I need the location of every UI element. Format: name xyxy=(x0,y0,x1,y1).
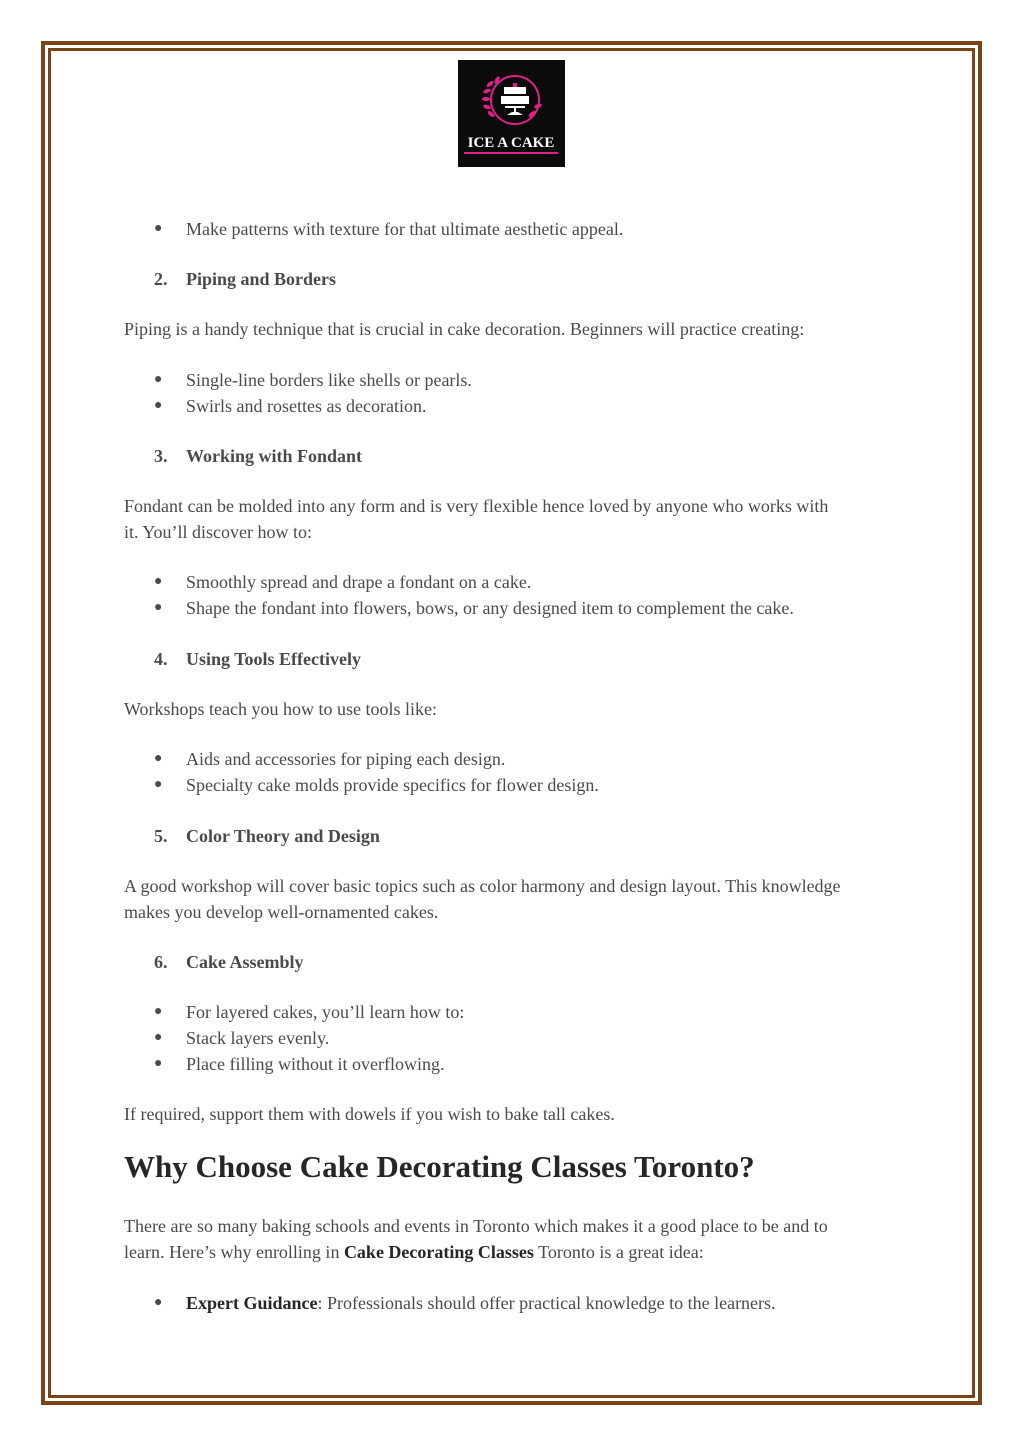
cake-logo-icon xyxy=(458,60,565,167)
section-number: 3. xyxy=(154,446,168,466)
list-item: Place filling without it overflowing. xyxy=(186,1054,445,1074)
section-number: 2. xyxy=(154,269,168,289)
bold-keyword: Cake Decorating Classes xyxy=(343,1242,534,1262)
bullet-marker: ● xyxy=(154,1295,163,1310)
list-item: Smoothly spread and drape a fondant on a cake. xyxy=(186,572,532,592)
bullet-marker: ● xyxy=(154,1004,163,1019)
bullet-marker: ● xyxy=(154,221,163,236)
section-number: 5. xyxy=(154,826,168,846)
list-item: Make patterns with texture for that ultimate aesthetic appeal. xyxy=(186,219,624,239)
paragraph: makes you develop well-ornamented cakes. xyxy=(124,902,439,922)
bullet-marker: ● xyxy=(154,1056,163,1071)
brand-logo xyxy=(458,60,565,167)
list-item: Specialty cake molds provide specifics for flower design. xyxy=(186,775,599,795)
bullet-marker: ● xyxy=(154,574,163,589)
paragraph: it. You’ll discover how to: xyxy=(124,522,313,542)
list-item: Shape the fondant into flowers, bows, or any designed item to complement the cake. xyxy=(186,598,794,618)
bullet-marker: ● xyxy=(154,777,163,792)
list-item: Aids and accessories for piping each design. xyxy=(186,749,506,769)
bullet-marker: ● xyxy=(154,600,163,615)
paragraph: Piping is a handy technique that is crucial in cake decoration. Beginners will practice creating: xyxy=(124,319,805,339)
list-item: Stack layers evenly. xyxy=(186,1028,330,1048)
page-border-inner xyxy=(48,48,975,1398)
logo-text: ICE A CAKE xyxy=(467,135,555,151)
section-number: 6. xyxy=(154,952,168,972)
bullet-marker: ● xyxy=(154,372,163,387)
paragraph: If required, support them with dowels if you wish to bake tall cakes. xyxy=(124,1104,615,1124)
section-heading: Piping and Borders xyxy=(186,269,337,289)
paragraph: A good workshop will cover basic topics such as color harmony and design layout. This knowledge xyxy=(124,876,841,896)
list-item: For layered cakes, you’ll learn how to: xyxy=(186,1002,465,1022)
paragraph xyxy=(124,1239,704,1265)
paragraph-text: learn. Here’s why enrolling in xyxy=(124,1242,344,1262)
paragraph: Fondant can be molded into any form and is very flexible hence loved by anyone who works with xyxy=(124,496,829,516)
list-item: Swirls and rosettes as decoration. xyxy=(186,396,427,416)
section-heading: Working with Fondant xyxy=(186,446,363,466)
section-heading: Using Tools Effectively xyxy=(186,649,362,669)
bullet-marker: ● xyxy=(154,398,163,413)
bold-keyword: Expert Guidance xyxy=(186,1293,318,1313)
section-heading: Cake Assembly xyxy=(186,952,304,972)
list-item: Single-line borders like shells or pearls. xyxy=(186,370,472,390)
section-number: 4. xyxy=(154,649,168,669)
list-item-text: : Professionals should offer practical knowledge to the learners. xyxy=(317,1293,776,1313)
paragraph-text: Toronto is a great idea: xyxy=(533,1242,704,1262)
paragraph: There are so many baking schools and events in Toronto which makes it a good place to be and to xyxy=(124,1216,828,1236)
paragraph: Workshops teach you how to use tools like: xyxy=(124,699,438,719)
section-title: Why Choose Cake Decorating Classes Toronto? xyxy=(124,1149,755,1184)
bullet-marker: ● xyxy=(154,751,163,766)
bullet-marker: ● xyxy=(154,1030,163,1045)
list-item xyxy=(186,1290,776,1316)
section-heading: Color Theory and Design xyxy=(186,826,380,846)
